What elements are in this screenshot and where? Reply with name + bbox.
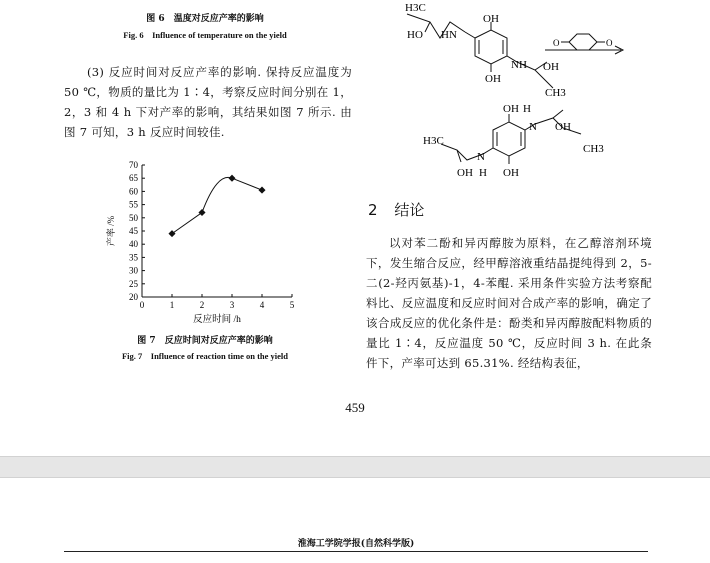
y-tick-label: 40 <box>129 239 138 250</box>
y-axis-label: 产率 /% <box>106 215 116 247</box>
scheme-label: H3C <box>423 135 444 147</box>
scheme-label: HO <box>407 29 423 41</box>
data-point <box>258 187 265 194</box>
x-tick-label: 1 <box>169 300 175 310</box>
y-tick-label: 20 <box>129 292 138 302</box>
scheme-label: CH3 <box>583 143 604 155</box>
fig7-caption-en: Fig. 7 Influence of reaction time on the yield <box>121 351 289 361</box>
scheme-label: O <box>553 38 560 48</box>
x-tick-label: 2 <box>199 300 205 310</box>
scheme-label: HN <box>441 29 457 41</box>
y-tick-label: 65 <box>129 173 138 184</box>
scheme-label: H <box>523 103 531 115</box>
scheme-label: OH <box>483 13 499 25</box>
data-point <box>228 175 235 182</box>
scheme-label: OH <box>503 167 519 179</box>
running-footer: 淮海工学院学报(自然科学版) <box>297 539 415 549</box>
section-title: 结论 <box>394 201 425 219</box>
data-point <box>198 209 205 216</box>
scheme-label: CH3 <box>545 87 566 99</box>
section-number: 2 <box>368 201 378 219</box>
x-tick-label: 3 <box>229 300 235 310</box>
conclusion-paragraph: 以对苯二酚和异丙醇胺为原料，在乙醇溶剂环境下，发生缩合反应，经甲醇溶液重结晶提纯得到 2，5-二(2-羟丙氨基)-1，4-苯醌. 采用条件实验方法考察配料比、反应温度和反应时间对合成产率的影响，确定了该合成反应的优化条件是：酚类和异丙醇胺配料物质的量比 1∶4，反应温度 50 ℃，反应时间 3 h. 在此条件下，产率可达到 65.31%. 经结构表征， <box>366 236 652 370</box>
x-tick-label: 5 <box>289 300 295 310</box>
y-tick-label: 25 <box>129 278 138 289</box>
footer-rule <box>64 551 648 552</box>
scheme-label: OH <box>457 167 473 179</box>
scheme-label: OH <box>555 121 571 133</box>
y-tick-label: 45 <box>129 226 138 236</box>
scheme-label: OH <box>543 61 559 73</box>
scheme-label: N <box>477 151 485 163</box>
fig6-caption-cn: 图 6 温度对反应产率的影响 <box>146 14 264 24</box>
fig6-caption-en: Fig. 6 Influence of temperature on the yield <box>123 30 287 40</box>
product-structure <box>441 110 581 164</box>
section-heading <box>368 199 424 220</box>
fig7-chart <box>100 155 310 325</box>
scheme-label: H3C <box>405 2 426 14</box>
left-paragraph: (3) 反应时间对反应产率的影响. 保持反应温度为 50 ℃，物质的量比为 1∶4，考察反应时间分别在 1，2，3 和 4 h 下对产率的影响，其结果如图 7 所示. 由图 7 可知，3 h 反应时间较佳. <box>64 65 352 139</box>
scheme-label: NH <box>511 59 527 71</box>
scheme-label: O <box>606 38 613 48</box>
y-tick-label: 50 <box>129 212 138 223</box>
x-tick-label: 4 <box>259 300 265 310</box>
y-tick-label: 70 <box>129 160 138 170</box>
data-point <box>168 230 175 237</box>
scheme-label: H <box>479 167 487 179</box>
series-line <box>172 177 262 233</box>
scheme-label: OH <box>485 73 501 85</box>
y-tick-label: 60 <box>129 186 138 197</box>
y-tick-label: 35 <box>129 252 138 263</box>
intermediate-structure <box>407 14 553 88</box>
fig7-caption-cn: 图 7 反应时间对反应产率的影响 <box>137 336 273 346</box>
page-number: 459 <box>345 400 365 415</box>
scheme-label: OH <box>503 103 519 115</box>
y-tick-label: 30 <box>129 265 138 276</box>
reaction-scheme <box>395 0 635 180</box>
page-separator <box>0 456 710 478</box>
x-tick-label: 0 <box>139 300 145 310</box>
y-tick-label: 55 <box>129 199 138 210</box>
scheme-label: N <box>529 121 537 133</box>
x-axis-label: 反应时间 /h <box>193 315 241 325</box>
